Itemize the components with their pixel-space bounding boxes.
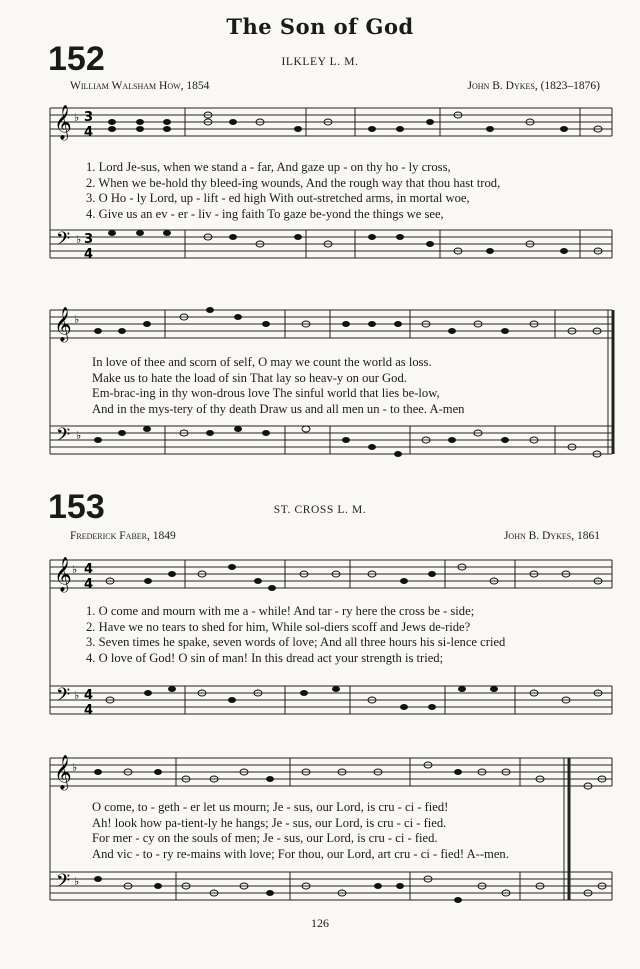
time-signature: 4 [84,577,94,592]
time-signature: 4 [84,125,94,140]
bass-clef-icon: 𝄢 [56,229,71,254]
author-credit: Frederick Faber, 1849 [70,530,176,542]
verse-line: 2. When we be-hold thy bleed-ing wounds, And the rough way that thou hast trod, [86,175,501,190]
verse-line: 1. O come and mourn with me a - while! And tar - ry here the cross be - side; [86,604,475,618]
treble-clef-icon: 𝄞 [54,105,72,140]
verse-lines [86,604,505,666]
treble-staff [50,108,612,136]
time-signature: 3 [84,232,94,247]
verse-line: And vic - to - ry re-mains with love; For thou, our Lord, art cru - ci - fied! A--men. [92,846,509,861]
treble-staff [50,560,612,588]
verse-line: For mer - cy on the souls of men; Je - sus, our Lord, is cru - ci - fied. [92,831,438,846]
section-title: The Son of God [226,14,414,39]
b-flat-icon: ♭ [76,430,82,442]
bass-clef-icon: 𝄢 [56,685,71,710]
bass-staff [50,230,612,258]
verse-line: Ah! look how pa-tient-ly he hangs; Je - sus, our Lord, is cru - ci - fied. [92,815,447,830]
verse-line: And in the mys-tery of thy death Draw us and all men un - to thee. A-men [92,401,465,416]
tune-name: ILKLEY L. M. [281,56,359,68]
verse-line: 3. O Ho - ly Lord, up - lift - ed high With out-stretched arms, in mortal woe, [86,191,470,206]
bass-clef-icon: 𝄢 [56,425,71,450]
verse-line: Make us to hate the load of sin That lay so heav-y on our God. [92,370,407,385]
verse-line: 1. Lord Je-sus, when we stand a - far, And gaze up - on thy ho - ly cross, [86,160,451,174]
b-flat-icon: ♭ [74,876,80,888]
b-flat-icon: ♭ [76,234,82,246]
bass-staff [50,872,612,900]
verse-lines [86,160,500,222]
bass-staff [50,686,612,714]
treble-clef-icon: 𝄞 [54,307,72,342]
time-signature: 4 [84,247,94,262]
composer-credit: John B. Dykes, (1823–1876) [467,80,600,92]
verse-line: Em-brac-ing in thy won-drous love The sinful world that lies be-low, [92,386,440,401]
verse-line: In love of thee and scorn of self, O may we count the world as loss. [92,355,432,369]
b-flat-icon: ♭ [72,762,78,774]
time-signature: 4 [84,562,94,577]
page-number: 126 [311,916,329,930]
b-flat-icon: ♭ [74,690,80,702]
time-signature: 4 [84,688,94,703]
tune-name: ST. CROSS L. M. [273,504,367,516]
bass-clef-icon: 𝄢 [56,871,71,896]
b-flat-icon: ♭ [72,564,78,576]
verse-line: 4. O love of God! O sin of man! In this dread act your strength is tried; [86,650,444,665]
author-credit: William Walsham How, 1854 [70,80,210,92]
verse-lines [92,355,464,417]
treble-clef-icon: 𝄞 [54,755,72,790]
hymn-number: 152 [48,40,105,78]
verse-line: O come, to - geth - er let us mourn; Je - sus, our Lord, is cru - ci - fied! [92,800,449,814]
verse-lines [92,800,509,862]
verse-line: 2. Have we no tears to shed for him, While sol-diers scoff and Jews de-ride? [86,619,471,634]
b-flat-icon: ♭ [74,112,80,124]
verse-line: 4. Give us an ev - er - liv - ing faith To gaze be-yond the things we see, [86,206,444,221]
treble-staff [50,310,612,338]
b-flat-icon: ♭ [74,314,80,326]
time-signature: 3 [84,110,94,125]
composer-credit: John B. Dykes, 1861 [503,530,600,542]
verse-line: 3. Seven times he spake, seven words of love; And all three hours his si-lence cried [86,635,506,650]
time-signature: 4 [84,703,94,718]
treble-clef-icon: 𝄞 [54,557,72,592]
hymn-number: 153 [48,488,105,526]
treble-staff [50,758,612,786]
bass-staff [50,426,612,454]
